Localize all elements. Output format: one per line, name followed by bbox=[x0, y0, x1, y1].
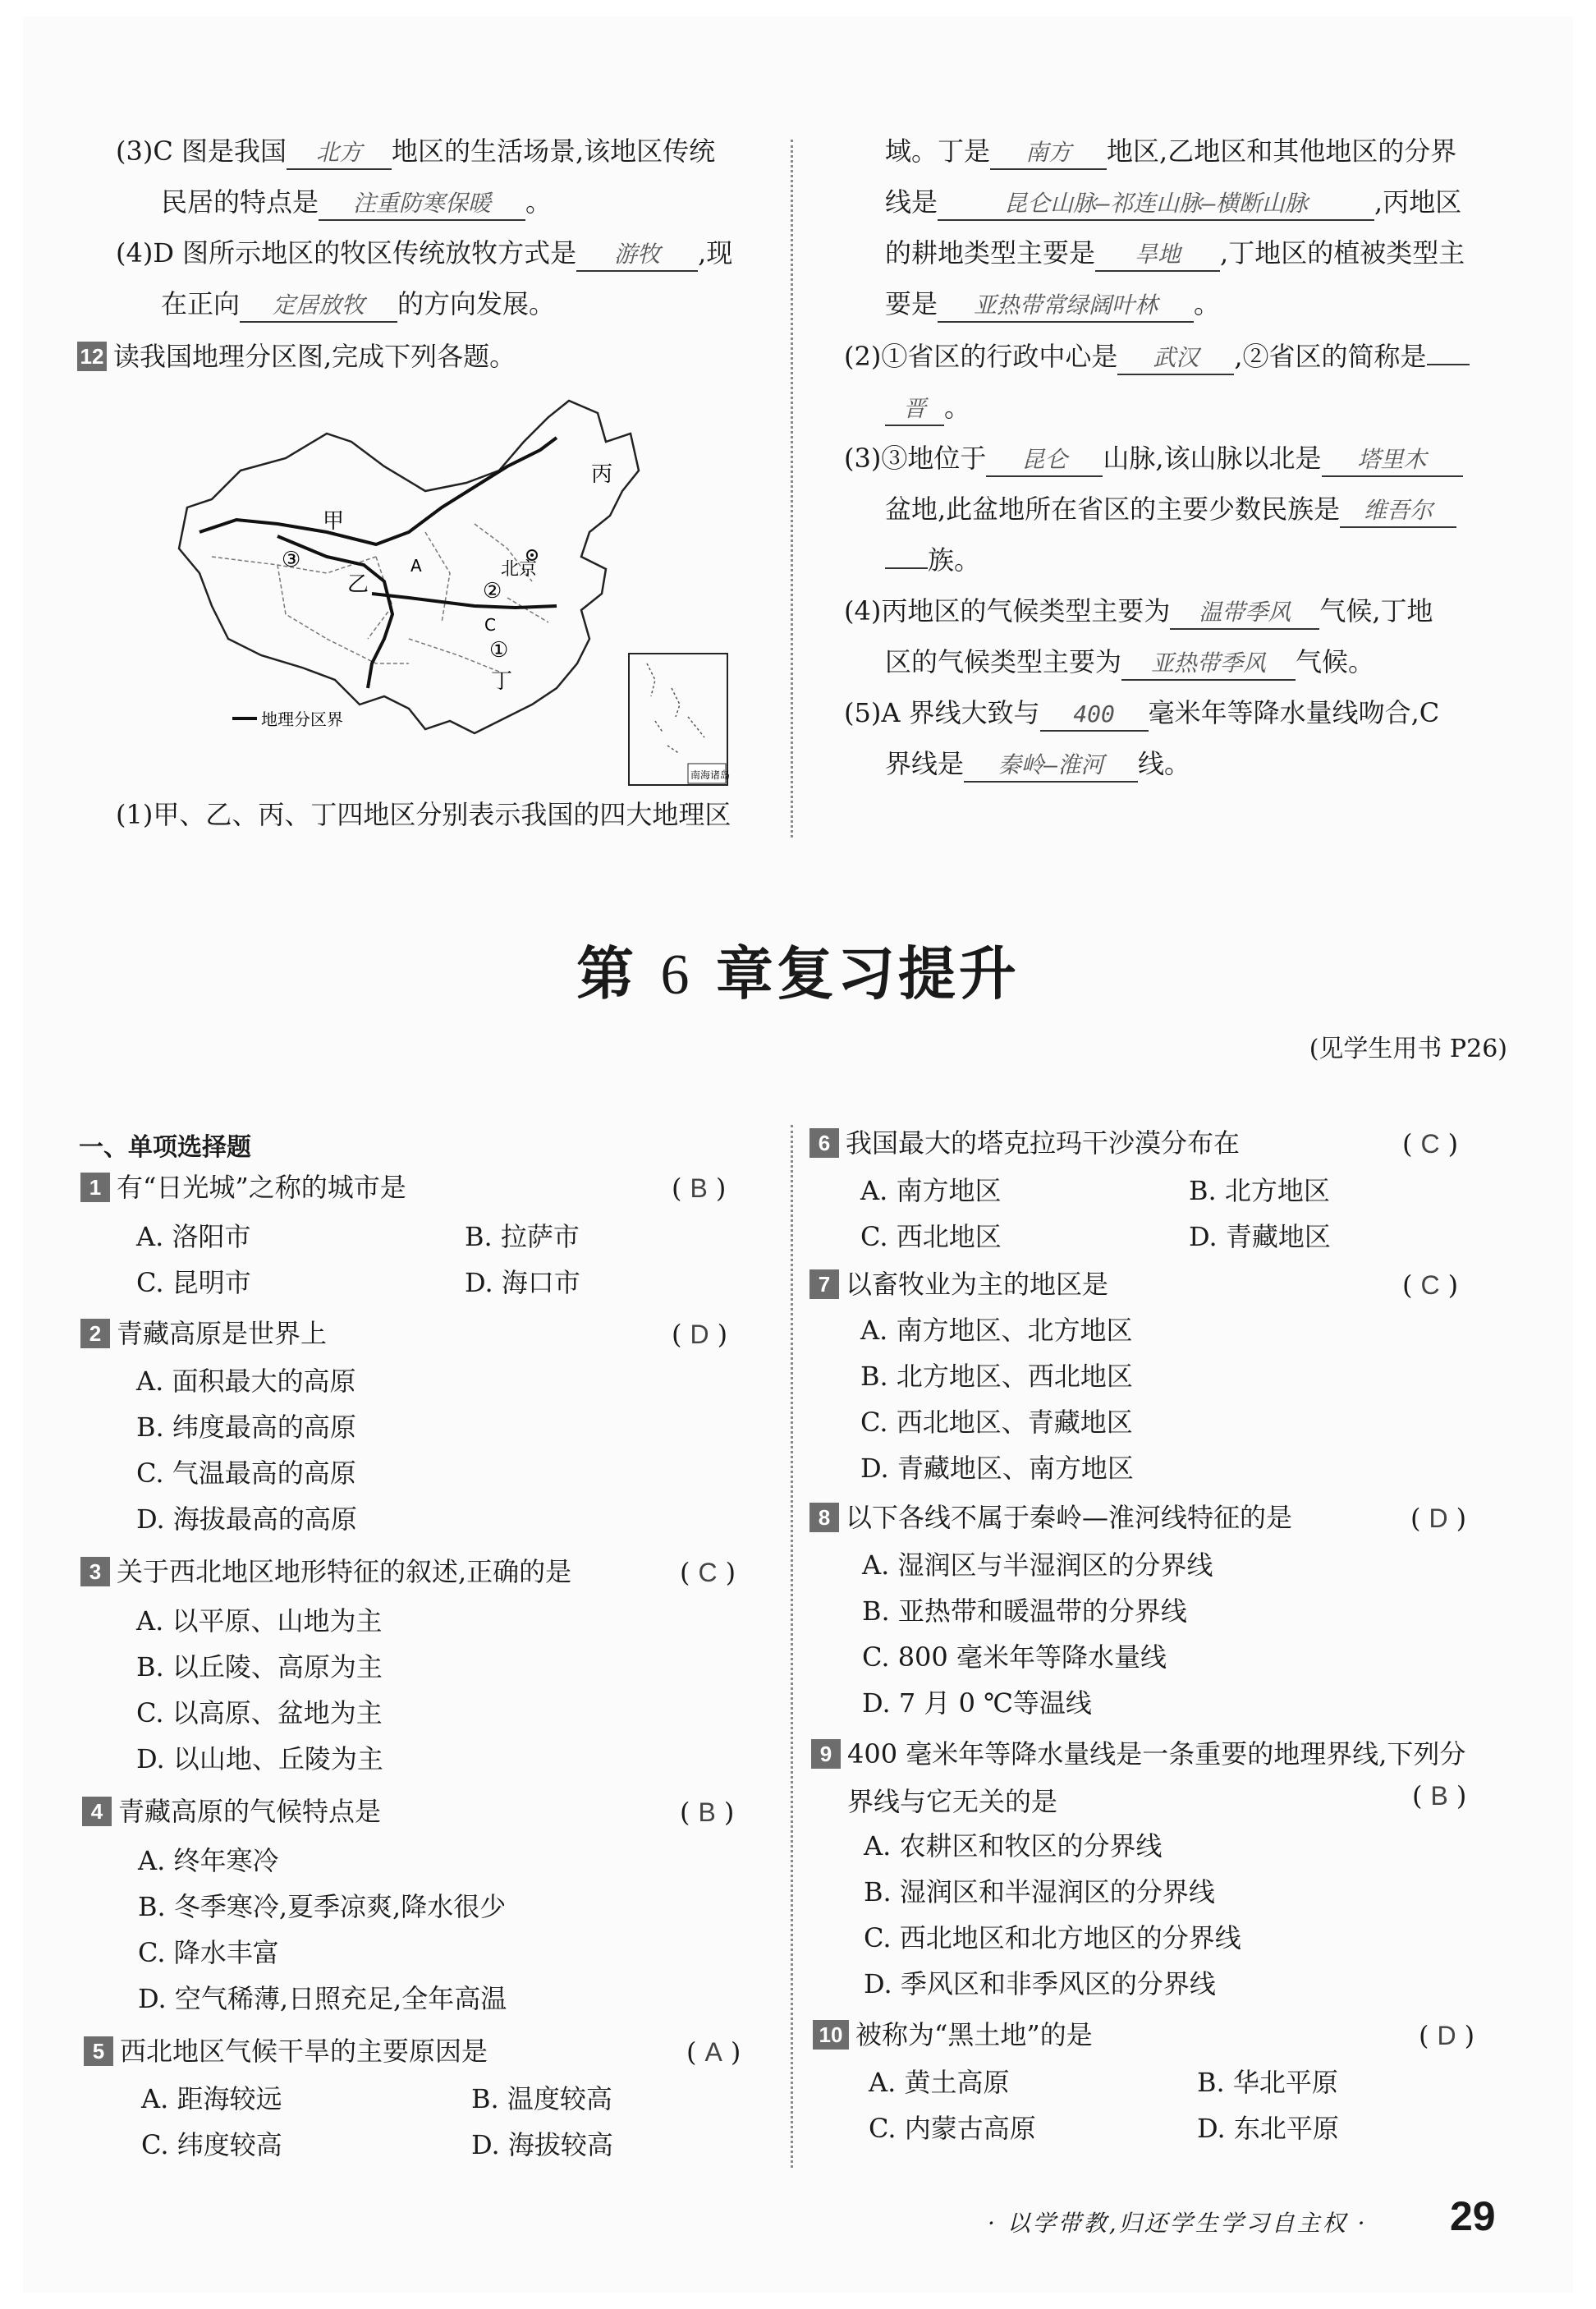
option: C. 气温最高的高原 bbox=[136, 1457, 356, 1489]
question-stem: 青藏高原是世界上 bbox=[117, 1318, 328, 1349]
question-stem: 被称为“黑土地”的是 bbox=[855, 2019, 1093, 2050]
page bbox=[23, 16, 1573, 2293]
question-stem: 我国最大的塔克拉玛干沙漠分布在 bbox=[846, 1127, 1241, 1159]
answer-letter: B bbox=[690, 1173, 708, 1203]
q4-answer-1: 游牧 bbox=[576, 239, 698, 272]
r9-post: 族。 bbox=[928, 544, 981, 576]
question-stem: 有“日光城”之称的城市是 bbox=[117, 1172, 406, 1203]
q4-line1 bbox=[116, 235, 732, 272]
option: D. 空气稀薄,日照充足,全年高温 bbox=[138, 1983, 507, 2014]
r3-post: ,丁地区的植被类型主 bbox=[1220, 237, 1465, 269]
r12-post: 毫米年等降水量线吻合,C bbox=[1148, 697, 1440, 728]
label-circle-3: ③ bbox=[282, 548, 301, 572]
option: B. 湿润区和半湿润区的分界线 bbox=[864, 1876, 1215, 1907]
question-7-answer: ( C ) bbox=[1402, 1269, 1459, 1301]
q4-line2-post: 的方向发展。 bbox=[397, 288, 556, 319]
r7-pre: (3)③地位于 bbox=[844, 443, 987, 474]
option: D. 以山地、丘陵为主 bbox=[136, 1743, 383, 1774]
r5-post: ,②省区的简称是 bbox=[1234, 341, 1427, 372]
label-line-C: C bbox=[484, 615, 496, 635]
option: D. 7 月 0 ℃等温线 bbox=[862, 1687, 1092, 1719]
r6-answer: 晋 bbox=[885, 393, 944, 426]
r10-answer: 温带季风 bbox=[1170, 597, 1319, 630]
r13-pre: 界线是 bbox=[885, 748, 965, 779]
question-1-answer: ( B ) bbox=[672, 1173, 727, 1204]
answer-letter: C bbox=[1420, 1129, 1440, 1159]
q3-mid: 地区的生活场景,该地区传统 bbox=[392, 135, 716, 167]
label-bing: 丙 bbox=[591, 462, 613, 487]
question-2-answer: ( D ) bbox=[672, 1319, 728, 1350]
option: D. 东北平原 bbox=[1197, 2113, 1339, 2144]
answer-letter: D bbox=[1437, 2021, 1456, 2050]
question-stem-continued: 界线与它无关的是 bbox=[847, 1786, 1058, 1817]
q3-line2 bbox=[161, 184, 552, 221]
r-line-10 bbox=[844, 593, 1433, 630]
label-jia: 甲 bbox=[323, 509, 345, 534]
question-stem: 关于西北地区地形特征的叙述,正确的是 bbox=[117, 1556, 572, 1587]
r11-post: 气候。 bbox=[1296, 646, 1375, 677]
label-yi: 乙 bbox=[347, 572, 369, 597]
page-number: 29 bbox=[1450, 2193, 1496, 2239]
q4-prefix: (4)D 图所示地区的牧区传统放牧方式是 bbox=[116, 237, 577, 269]
r13-post: 线。 bbox=[1138, 748, 1191, 779]
answer-letter: B bbox=[1430, 1781, 1448, 1811]
inset-label: 南海诸岛 bbox=[690, 769, 731, 781]
question-number-badge: 7 bbox=[809, 1269, 839, 1299]
option: A. 终年寒冷 bbox=[138, 1845, 279, 1876]
question-3-answer: ( C ) bbox=[680, 1557, 736, 1588]
r2-pre: 线是 bbox=[885, 186, 938, 218]
question-number-badge: 6 bbox=[809, 1128, 839, 1158]
bottom-column-divider bbox=[791, 1125, 793, 2168]
option: B. 以丘陵、高原为主 bbox=[136, 1651, 383, 1682]
question-stem: 西北地区气候干旱的主要原因是 bbox=[120, 2036, 488, 2067]
r3-answer: 旱地 bbox=[1095, 239, 1220, 272]
option: A. 距海较远 bbox=[141, 2083, 282, 2114]
question-4-stem bbox=[82, 1793, 381, 1829]
option: C. 昆明市 bbox=[136, 1267, 251, 1298]
country-outline bbox=[179, 401, 639, 733]
option: B. 拉萨市 bbox=[465, 1221, 580, 1252]
question-2-stem bbox=[80, 1315, 327, 1352]
r-line-4 bbox=[885, 286, 1220, 323]
question-5-stem bbox=[84, 2033, 488, 2069]
option: C. 纬度较高 bbox=[141, 2129, 282, 2160]
r-line-5 bbox=[844, 338, 1470, 375]
option: C. 内蒙古高原 bbox=[869, 2113, 1036, 2144]
chapter-title-pre: 第 bbox=[576, 940, 638, 1008]
option: C. 西北地区和北方地区的分界线 bbox=[864, 1922, 1241, 1953]
question-number-badge: 9 bbox=[811, 1739, 841, 1769]
r8-answer: 维吾尔 bbox=[1340, 495, 1456, 528]
r7-answer-1: 昆仑 bbox=[986, 444, 1103, 477]
question-number-badge: 10 bbox=[813, 2020, 849, 2050]
q4-line2-pre: 在正向 bbox=[161, 288, 241, 319]
r-line-11 bbox=[885, 644, 1374, 681]
footer-motto: · 以学带教,归还学生学习自主权 · bbox=[988, 2210, 1368, 2237]
question-10-stem bbox=[813, 2017, 1093, 2053]
r4-pre: 要是 bbox=[885, 288, 938, 319]
r5-pre: (2)①省区的行政中心是 bbox=[844, 341, 1118, 372]
option: C. 降水丰富 bbox=[138, 1937, 279, 1968]
option: B. 亚热带和暖温带的分界线 bbox=[862, 1595, 1187, 1627]
r-line-6 bbox=[885, 389, 970, 426]
r-line-13 bbox=[885, 746, 1190, 783]
label-line-A: A bbox=[410, 556, 422, 576]
r1-answer: 南方 bbox=[990, 137, 1107, 170]
r6-post: 。 bbox=[944, 392, 971, 423]
r1-post: 地区,乙地区和其他地区的分界 bbox=[1107, 135, 1457, 167]
option: B. 冬季寒冷,夏季凉爽,降水很少 bbox=[138, 1891, 507, 1922]
r12-answer: 400 bbox=[1040, 699, 1149, 732]
r7-answer-2: 塔里木 bbox=[1322, 444, 1463, 477]
r-line-8 bbox=[885, 491, 1456, 528]
question-8-answer: ( D ) bbox=[1410, 1503, 1467, 1534]
q12-stem-line bbox=[77, 338, 516, 374]
r7-mid: 山脉,该山脉以北是 bbox=[1103, 443, 1322, 474]
r3-pre: 的耕地类型主要是 bbox=[885, 237, 1096, 269]
q4-answer-2: 定居放牧 bbox=[240, 290, 397, 323]
q12-number-badge: 12 bbox=[77, 342, 107, 371]
r11-answer: 亚热带季风 bbox=[1121, 648, 1296, 681]
answer-letter: A bbox=[704, 2037, 722, 2067]
option: D. 海口市 bbox=[465, 1267, 580, 1298]
r4-post: 。 bbox=[1194, 288, 1221, 319]
chapter-title-post: 章复习提升 bbox=[715, 940, 1020, 1008]
division-line-c bbox=[372, 594, 557, 608]
inset-islands bbox=[647, 663, 704, 754]
q3-line2-pre: 民居的特点是 bbox=[161, 186, 319, 218]
r-line-7 bbox=[844, 440, 1463, 477]
option: B. 华北平原 bbox=[1197, 2067, 1338, 2098]
chapter-number: 6 bbox=[660, 943, 693, 1007]
answer-letter: D bbox=[690, 1320, 709, 1349]
question-number-badge: 8 bbox=[809, 1503, 839, 1532]
section-heading: 一、单项选择题 bbox=[79, 1133, 251, 1162]
question-number-badge: 5 bbox=[84, 2036, 113, 2066]
question-5-answer: ( A ) bbox=[686, 2036, 741, 2068]
question-number-badge: 2 bbox=[80, 1319, 110, 1348]
option: B. 北方地区 bbox=[1189, 1175, 1330, 1206]
top-column-divider bbox=[791, 140, 793, 838]
q4-line2 bbox=[161, 286, 555, 323]
option: A. 南方地区、北方地区 bbox=[860, 1315, 1133, 1346]
q12-1-line: (1)甲、乙、丙、丁四地区分别表示我国的四大地理区 bbox=[116, 799, 732, 830]
label-circle-2: ② bbox=[483, 579, 502, 604]
option: A. 面积最大的高原 bbox=[136, 1366, 356, 1397]
option: B. 纬度最高的高原 bbox=[136, 1412, 356, 1443]
answer-letter: C bbox=[1420, 1270, 1440, 1300]
r-line-1 bbox=[885, 133, 1456, 170]
q3-line2-post: 。 bbox=[525, 186, 553, 218]
option: A. 湿润区与半湿润区的分界线 bbox=[862, 1549, 1213, 1581]
option: C. 西北地区、青藏地区 bbox=[860, 1407, 1133, 1438]
option: D. 青藏地区、南方地区 bbox=[860, 1453, 1134, 1484]
question-stem: 以下各线不属于秦岭—淮河线特征的是 bbox=[846, 1502, 1293, 1533]
option: A. 洛阳市 bbox=[136, 1221, 251, 1252]
question-7-stem bbox=[809, 1266, 1108, 1302]
option: A. 以平原、山地为主 bbox=[136, 1605, 383, 1636]
question-3-stem bbox=[80, 1554, 571, 1590]
r10-post: 气候,丁地 bbox=[1319, 595, 1433, 627]
r2-post: ,丙地区 bbox=[1374, 186, 1462, 218]
option: C. 以高原、盆地为主 bbox=[136, 1697, 383, 1728]
r10-pre: (4)丙地区的气候类型主要为 bbox=[844, 595, 1171, 627]
r-line-9 bbox=[885, 542, 980, 578]
label-beijing: 北京 bbox=[501, 559, 538, 580]
q4-mid: ,现 bbox=[698, 237, 733, 269]
r12-pre: (5)A 界线大致与 bbox=[844, 697, 1040, 728]
legend-label: 地理分区界 bbox=[261, 709, 343, 729]
q12-stem: 读我国地理分区图,完成下列各题。 bbox=[113, 341, 516, 372]
r5-answer: 武汉 bbox=[1117, 342, 1234, 375]
question-stem: 400 毫米年等降水量线是一条重要的地理界线,下列分 bbox=[847, 1738, 1466, 1770]
question-4-answer: ( B ) bbox=[680, 1797, 735, 1828]
option: C. 800 毫米年等降水量线 bbox=[862, 1641, 1167, 1673]
question-9-stem bbox=[811, 1736, 1465, 1772]
q3-answer-2: 注重防寒保暖 bbox=[319, 188, 525, 221]
option: A. 黄土高原 bbox=[869, 2067, 1010, 2098]
r4-answer: 亚热带常绿阔叶林 bbox=[938, 290, 1194, 323]
question-number-badge: 3 bbox=[80, 1557, 110, 1586]
r2-answer: 昆仑山脉—祁连山脉—横断山脉 bbox=[938, 188, 1374, 221]
chapter-title bbox=[23, 928, 1573, 1011]
question-stem: 青藏高原的气候特点是 bbox=[118, 1796, 382, 1827]
r8-pre: 盆地,此盆地所在省区的主要少数民族是 bbox=[885, 493, 1341, 525]
option: D. 季风区和非季风区的分界线 bbox=[864, 1968, 1216, 1999]
r13-answer: 秦岭—淮河 bbox=[964, 750, 1138, 783]
label-circle-1: ① bbox=[489, 638, 509, 663]
option: D. 海拔最高的高原 bbox=[136, 1503, 357, 1535]
question-9-answer: ( B ) bbox=[1412, 1780, 1467, 1811]
question-number-badge: 1 bbox=[80, 1173, 110, 1202]
question-6-stem bbox=[809, 1125, 1240, 1161]
question-6-answer: ( C ) bbox=[1402, 1128, 1459, 1159]
q3-answer-1: 北方 bbox=[287, 137, 392, 170]
question-10-answer: ( D ) bbox=[1419, 2020, 1475, 2051]
question-number-badge: 4 bbox=[82, 1797, 112, 1826]
option: B. 温度较高 bbox=[471, 2083, 612, 2114]
option: A. 农耕区和牧区的分界线 bbox=[864, 1830, 1163, 1861]
answer-letter: D bbox=[1429, 1503, 1448, 1533]
capital-dot bbox=[530, 553, 534, 557]
answer-letter: C bbox=[698, 1558, 718, 1587]
label-ding: 丁 bbox=[491, 669, 513, 694]
option: C. 西北地区 bbox=[860, 1221, 1002, 1252]
question-8-stem bbox=[809, 1499, 1292, 1536]
option: B. 北方地区、西北地区 bbox=[860, 1361, 1133, 1392]
reference-note: (见学生用书 P26) bbox=[1309, 1035, 1507, 1063]
r9-blank bbox=[885, 567, 928, 569]
r11-pre: 区的气候类型主要为 bbox=[885, 646, 1122, 677]
division-line-a bbox=[200, 438, 557, 544]
q3-line1 bbox=[116, 133, 715, 170]
answer-letter: B bbox=[698, 1797, 716, 1827]
r5-blank bbox=[1427, 364, 1470, 365]
r-line-3 bbox=[885, 235, 1465, 272]
option: D. 海拔较高 bbox=[471, 2129, 613, 2160]
option: A. 南方地区 bbox=[860, 1175, 1002, 1206]
r-line-12 bbox=[844, 695, 1439, 732]
option: D. 青藏地区 bbox=[1189, 1221, 1331, 1252]
r-line-2 bbox=[885, 184, 1461, 221]
r1-pre: 域。丁是 bbox=[885, 135, 991, 167]
q3-prefix: (3)C 图是我国 bbox=[116, 135, 287, 167]
china-division-map bbox=[163, 392, 754, 795]
question-1-stem bbox=[80, 1169, 406, 1205]
question-stem: 以畜牧业为主的地区是 bbox=[846, 1269, 1109, 1300]
